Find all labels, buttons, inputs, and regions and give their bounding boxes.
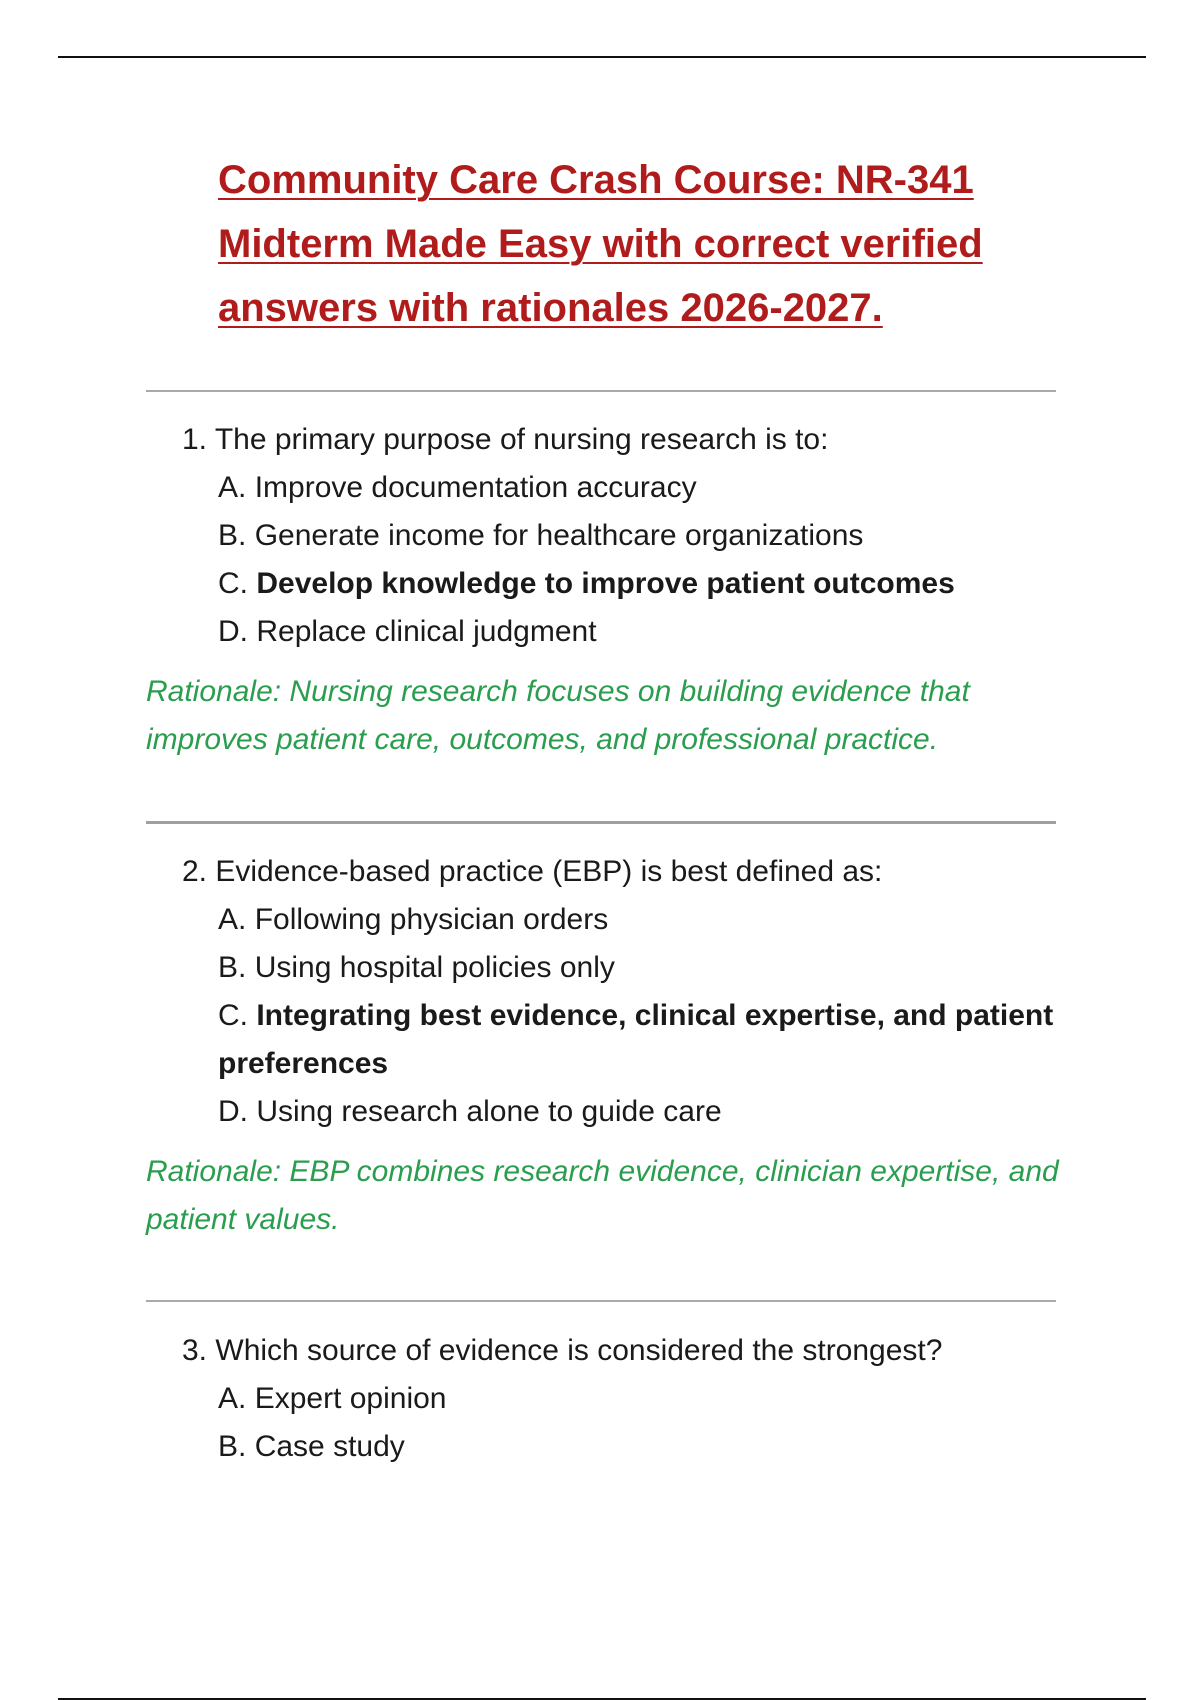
question-stem: [182, 1327, 1066, 1375]
section-separator: [146, 1300, 1056, 1302]
option-letter: B.: [218, 1430, 247, 1463]
option-b: [218, 512, 1066, 560]
answer-options: [146, 896, 1066, 1136]
question-number: 2.: [182, 855, 208, 888]
question-2: [146, 848, 1066, 1244]
option-b: [218, 944, 1066, 992]
rationale: Rationale: EBP combines research evidence, clinician expertise, and patient values.: [146, 1155, 1059, 1236]
question-number: 1.: [182, 423, 208, 456]
option-letter: B.: [218, 951, 247, 984]
question-3: [146, 1327, 1066, 1471]
option-c-correct: [218, 992, 1066, 1088]
option-d: [218, 608, 1066, 656]
option-a: [218, 1375, 1066, 1423]
option-letter: A.: [218, 1382, 247, 1415]
option-text: Integrating best evidence, clinical expertise, and patient preferences: [218, 999, 1054, 1080]
option-letter: D.: [218, 1095, 248, 1128]
answer-options: [146, 464, 1066, 656]
option-text: Replace clinical judgment: [256, 615, 597, 648]
option-a: [218, 464, 1066, 512]
question-text: Evidence-based practice (EBP) is best defined as:: [215, 855, 883, 888]
option-d: [218, 1088, 1066, 1136]
option-text: Using hospital policies only: [254, 951, 615, 984]
question-text: Which source of evidence is considered the strongest?: [215, 1334, 943, 1367]
option-text: Case study: [254, 1430, 405, 1463]
answer-options: [146, 1375, 1066, 1471]
question-text: The primary purpose of nursing research is to:: [214, 423, 829, 456]
option-c-correct: [218, 560, 1066, 608]
section-separator: [146, 390, 1056, 392]
option-text: Using research alone to guide care: [256, 1095, 722, 1128]
option-b: [218, 1423, 1066, 1471]
section-separator: [146, 821, 1056, 824]
option-letter: A.: [218, 471, 247, 504]
question-1: [146, 416, 1066, 764]
option-text: Generate income for healthcare organizations: [254, 519, 864, 552]
document-title: Community Care Crash Course: NR-341 Midterm Made Easy with correct verified answers with rationales 2026-2027.: [218, 158, 983, 330]
option-letter: A.: [218, 903, 247, 936]
option-letter: C.: [218, 999, 248, 1032]
option-a: [218, 896, 1066, 944]
option-text: Following physician orders: [254, 903, 609, 936]
option-text: Expert opinion: [254, 1382, 447, 1415]
rationale: Rationale: Nursing research focuses on building evidence that improves patient care, outcomes, and professional practice.: [146, 675, 970, 756]
question-stem: [182, 416, 1066, 464]
question-stem: [182, 848, 1066, 896]
option-letter: D.: [218, 615, 248, 648]
option-letter: B.: [218, 519, 247, 552]
option-text: Develop knowledge to improve patient outcomes: [256, 567, 955, 600]
question-number: 3.: [182, 1334, 208, 1367]
option-text: Improve documentation accuracy: [254, 471, 697, 504]
option-letter: C.: [218, 567, 248, 600]
page-top-rule: [58, 56, 1146, 58]
